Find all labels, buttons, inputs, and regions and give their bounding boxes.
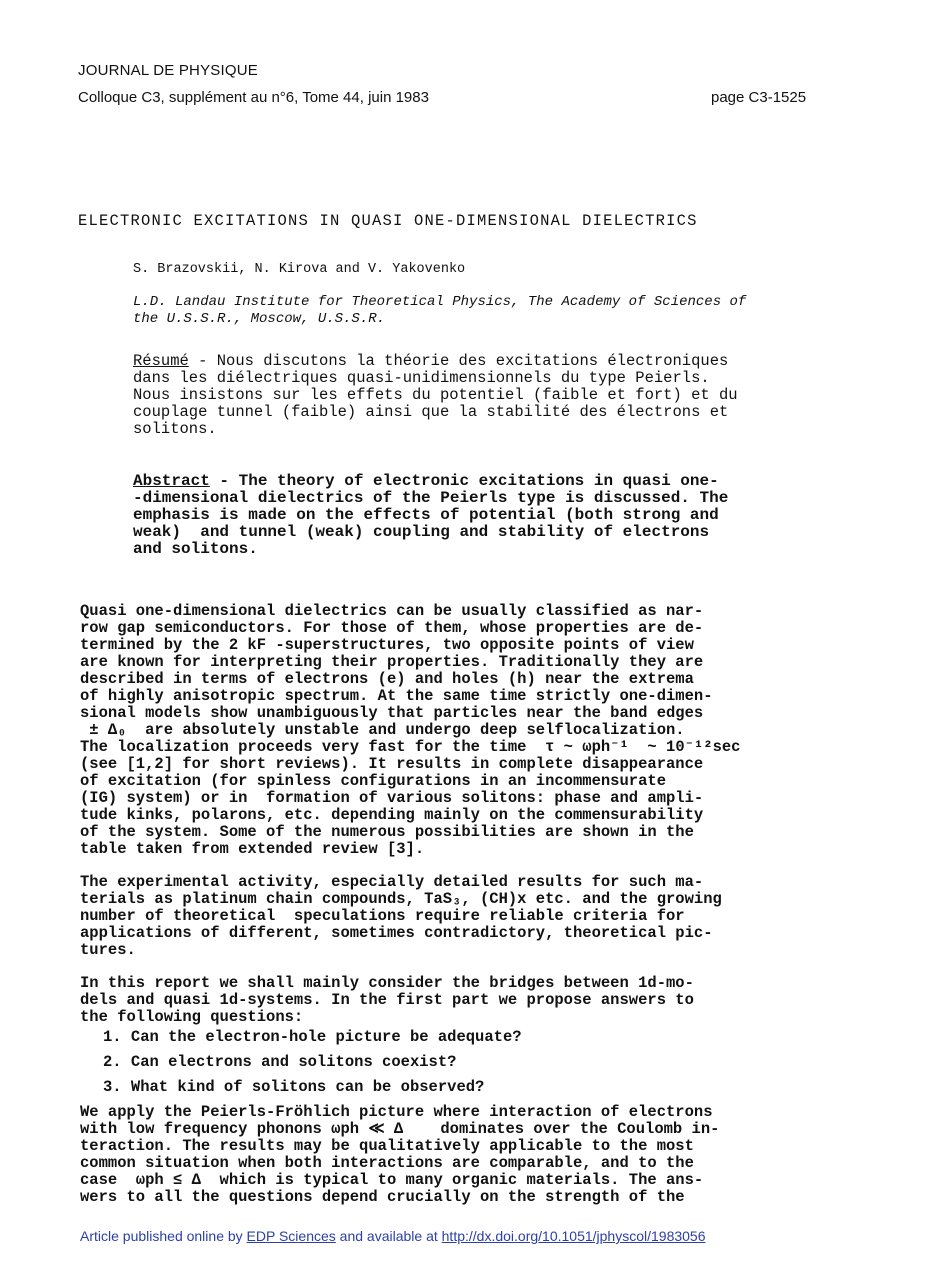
issue-info: Colloque C3, supplément au n°6, Tome 44, juin 1983: [78, 89, 429, 106]
abstract-block: [133, 473, 833, 558]
text-line: The localization proceeds very fast for the time τ ~ ωph⁻¹ ~ 10⁻¹²sec: [80, 738, 741, 756]
text-line: case ωph ≤ Δ which is typical to many organic materials. The ans-: [80, 1171, 704, 1189]
text-line: common situation when both interactions are comparable, and to the: [80, 1154, 694, 1172]
resume-block: [133, 353, 833, 438]
resume-line: couplage tunnel (faible) ainsi que la stabilité des électrons et: [133, 403, 729, 421]
text-line: (see [1,2] for short reviews). It results in complete disappearance: [80, 755, 704, 773]
question-item: 2. Can electrons and solitons coexist?: [103, 1053, 457, 1071]
text-line: of excitation (for spinless configurations in an incommensurate: [80, 772, 666, 790]
abstract-line: - The theory of electronic excitations in quasi one-: [209, 472, 719, 490]
paper-title: ELECTRONIC EXCITATIONS IN QUASI ONE-DIMENSIONAL DIELECTRICS: [78, 212, 698, 230]
footer-prefix: Article published online by: [80, 1228, 247, 1244]
resume-line: solitons.: [133, 420, 217, 438]
publisher-link[interactable]: EDP Sciences: [246, 1228, 336, 1244]
text-line: the following questions:: [80, 1008, 304, 1026]
text-line: row gap semiconductors. For those of them, whose properties are de-: [80, 619, 704, 637]
text-line: wers to all the questions depend crucially on the strength of the: [80, 1188, 685, 1206]
text-line: tures.: [80, 941, 136, 959]
text-line: The experimental activity, especially detailed results for such ma-: [80, 873, 704, 891]
text-line: termined by the 2 kF -superstructures, two opposite points of view: [80, 636, 694, 654]
text-line: of highly anisotropic spectrum. At the same time strictly one-dimen-: [80, 687, 713, 705]
footer-middle: and available at: [335, 1228, 442, 1244]
abstract-label: Abstract: [133, 472, 210, 490]
resume-line: Nous insistons sur les effets du potentiel (faible et fort) et du: [133, 386, 738, 404]
abstract-line: emphasis is made on the effects of potential (both strong and: [133, 506, 719, 524]
affiliation-line: the U.S.S.R., Moscow, U.S.S.R.: [133, 311, 386, 327]
text-line: (IG) system) or in formation of various solitons: phase and ampli-: [80, 789, 704, 807]
text-line: described in terms of electrons (e) and holes (h) near the extrema: [80, 670, 694, 688]
text-line: are known for interpreting their properties. Traditionally they are: [80, 653, 704, 671]
text-line: applications of different, sometimes contradictory, theoretical pic-: [80, 924, 713, 942]
resume-line: dans les diélectriques quasi-unidimensionnels du type Peierls.: [133, 369, 710, 387]
body-paragraph-2: [80, 874, 840, 959]
body-paragraph-4: [80, 1104, 840, 1206]
page-number: page C3-1525: [711, 89, 807, 106]
publication-footer: [80, 1228, 706, 1244]
abstract-line: -dimensional dielectrics of the Peierls type is discussed. The: [133, 489, 729, 507]
abstract-line: and solitons.: [133, 540, 258, 558]
text-line: We apply the Peierls-Fröhlich picture where interaction of electrons: [80, 1103, 713, 1121]
text-line: tude kinks, polarons, etc. depending mainly on the commensurability: [80, 806, 704, 824]
resume-label: Résumé: [133, 352, 189, 370]
text-line: of the system. Some of the numerous possibilities are shown in the: [80, 823, 694, 841]
abstract-line: weak) and tunnel (weak) coupling and stability of electrons: [133, 523, 710, 541]
text-line: teraction. The results may be qualitatively applicable to the most: [80, 1137, 694, 1155]
text-line: terials as platinum chain compounds, TaS₃, (CH)x etc. and the growing: [80, 890, 722, 908]
text-line: ± Δ₀ are absolutely unstable and undergo deep selflocalization.: [80, 721, 685, 739]
resume-line: - Nous discutons la théorie des excitations électroniques: [188, 352, 729, 370]
journal-name: JOURNAL DE PHYSIQUE: [78, 62, 258, 79]
affiliation-line: L.D. Landau Institute for Theoretical Physics, The Academy of Sciences of: [133, 294, 747, 310]
affiliation: [133, 294, 823, 328]
text-line: with low frequency phonons ωph ≪ Δ dominates over the Coulomb in-: [80, 1120, 720, 1138]
question-item: 3. What kind of solitons can be observed?: [103, 1078, 485, 1096]
body-paragraph-3: [80, 975, 840, 1026]
text-line: Quasi one-dimensional dielectrics can be usually classified as nar-: [80, 602, 704, 620]
text-line: In this report we shall mainly consider the bridges between 1d-mo-: [80, 974, 694, 992]
text-line: number of theoretical speculations require reliable criteria for: [80, 907, 685, 925]
authors: S. Brazovskii, N. Kirova and V. Yakovenko: [133, 262, 466, 277]
text-line: table taken from extended review [3].: [80, 840, 425, 858]
question-item: 1. Can the electron-hole picture be adequate?: [103, 1028, 522, 1046]
body-paragraph-1: [80, 603, 840, 858]
text-line: dels and quasi 1d-systems. In the first part we propose answers to: [80, 991, 694, 1009]
text-line: sional models show unambiguously that particles near the band edges: [80, 704, 704, 722]
doi-link[interactable]: http://dx.doi.org/10.1051/jphyscol/1983056: [441, 1228, 706, 1244]
